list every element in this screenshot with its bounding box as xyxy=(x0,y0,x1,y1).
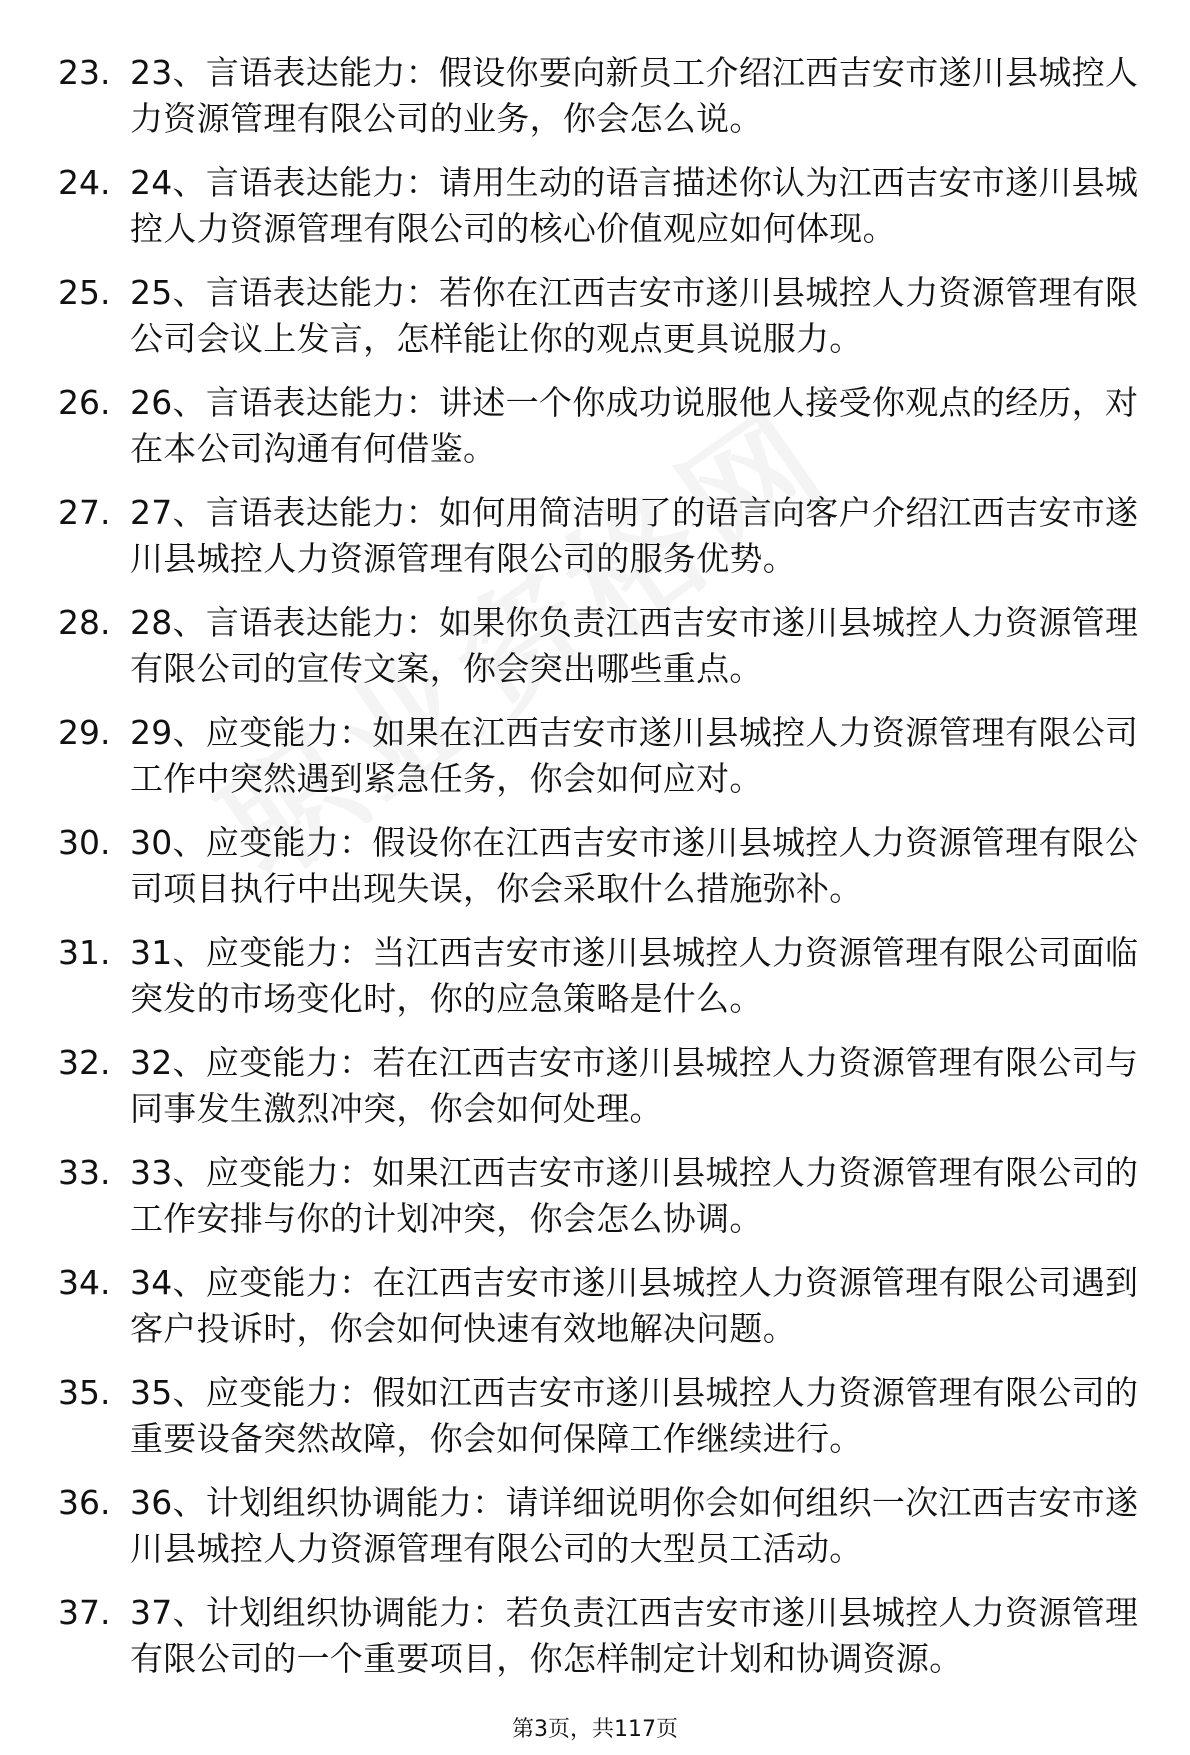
question-number: 23. xyxy=(58,53,111,92)
question-number: 36. xyxy=(58,1483,111,1522)
question-item xyxy=(58,1040,1158,1150)
question-number: 31. xyxy=(58,933,111,972)
question-text: 34、应变能力：在江西吉安市遂川县城控人力资源管理有限公司遇到客户投诉时，你会如何快速有效地解决问题。 xyxy=(130,1263,1139,1348)
question-text: 26、言语表达能力：讲述一个你成功说服他人接受你观点的经历，对在本公司沟通有何借鉴。 xyxy=(130,383,1139,468)
question-number: 29. xyxy=(58,713,111,752)
question-list xyxy=(58,50,1158,1700)
question-item xyxy=(58,820,1158,930)
question-text: 30、应变能力：假设你在江西吉安市遂川县城控人力资源管理有限公司项目执行中出现失误，你会采取什么措施弥补。 xyxy=(130,823,1139,908)
question-number: 35. xyxy=(58,1373,111,1412)
question-text: 23、言语表达能力：假设你要向新员工介绍江西吉安市遂川县城控人力资源管理有限公司的业务，你会怎么说。 xyxy=(130,53,1139,138)
question-text: 25、言语表达能力：若你在江西吉安市遂川县城控人力资源管理有限公司会议上发言，怎样能让你的观点更具说服力。 xyxy=(130,273,1139,358)
question-item xyxy=(58,1590,1158,1700)
question-number: 27. xyxy=(58,493,111,532)
question-number: 26. xyxy=(58,383,111,422)
question-number: 33. xyxy=(58,1153,111,1192)
question-item xyxy=(58,1480,1158,1590)
question-item xyxy=(58,1260,1158,1370)
question-item xyxy=(58,1370,1158,1480)
question-text: 27、言语表达能力：如何用简洁明了的语言向客户介绍江西吉安市遂川县城控人力资源管理有限公司的服务优势。 xyxy=(130,493,1139,578)
question-text: 29、应变能力：如果在江西吉安市遂川县城控人力资源管理有限公司工作中突然遇到紧急任务，你会如何应对。 xyxy=(130,713,1139,798)
page-footer: 第3页，共117页 xyxy=(512,1717,678,1742)
question-text: 33、应变能力：如果江西吉安市遂川县城控人力资源管理有限公司的工作安排与你的计划冲突，你会怎么协调。 xyxy=(130,1153,1139,1238)
question-text: 31、应变能力：当江西吉安市遂川县城控人力资源管理有限公司面临突发的市场变化时，你的应急策略是什么。 xyxy=(130,933,1139,1018)
question-number: 24. xyxy=(58,163,111,202)
question-text: 32、应变能力：若在江西吉安市遂川县城控人力资源管理有限公司与同事发生激烈冲突，你会如何处理。 xyxy=(130,1043,1139,1128)
question-text: 37、计划组织协调能力：若负责江西吉安市遂川县城控人力资源管理有限公司的一个重要项目，你怎样制定计划和协调资源。 xyxy=(130,1593,1139,1678)
question-text: 35、应变能力：假如江西吉安市遂川县城控人力资源管理有限公司的重要设备突然故障，你会如何保障工作继续进行。 xyxy=(130,1373,1139,1458)
question-text: 24、言语表达能力：请用生动的语言描述你认为江西吉安市遂川县城控人力资源管理有限公司的核心价值观应如何体现。 xyxy=(130,163,1139,248)
question-item xyxy=(58,380,1158,490)
question-number: 25. xyxy=(58,273,111,312)
question-number: 30. xyxy=(58,823,111,862)
question-item xyxy=(58,710,1158,820)
question-item xyxy=(58,1150,1158,1260)
question-item xyxy=(58,160,1158,270)
question-text: 28、言语表达能力：如果你负责江西吉安市遂川县城控人力资源管理有限公司的宣传文案，你会突出哪些重点。 xyxy=(130,603,1139,688)
question-number: 34. xyxy=(58,1263,111,1302)
question-item xyxy=(58,490,1158,600)
question-text: 36、计划组织协调能力：请详细说明你会如何组织一次江西吉安市遂川县城控人力资源管理有限公司的大型员工活动。 xyxy=(130,1483,1139,1568)
question-number: 28. xyxy=(58,603,111,642)
question-item xyxy=(58,50,1158,160)
question-item xyxy=(58,270,1158,380)
question-item xyxy=(58,930,1158,1040)
question-number: 37. xyxy=(58,1593,111,1632)
question-number: 32. xyxy=(58,1043,111,1082)
question-item xyxy=(58,600,1158,710)
